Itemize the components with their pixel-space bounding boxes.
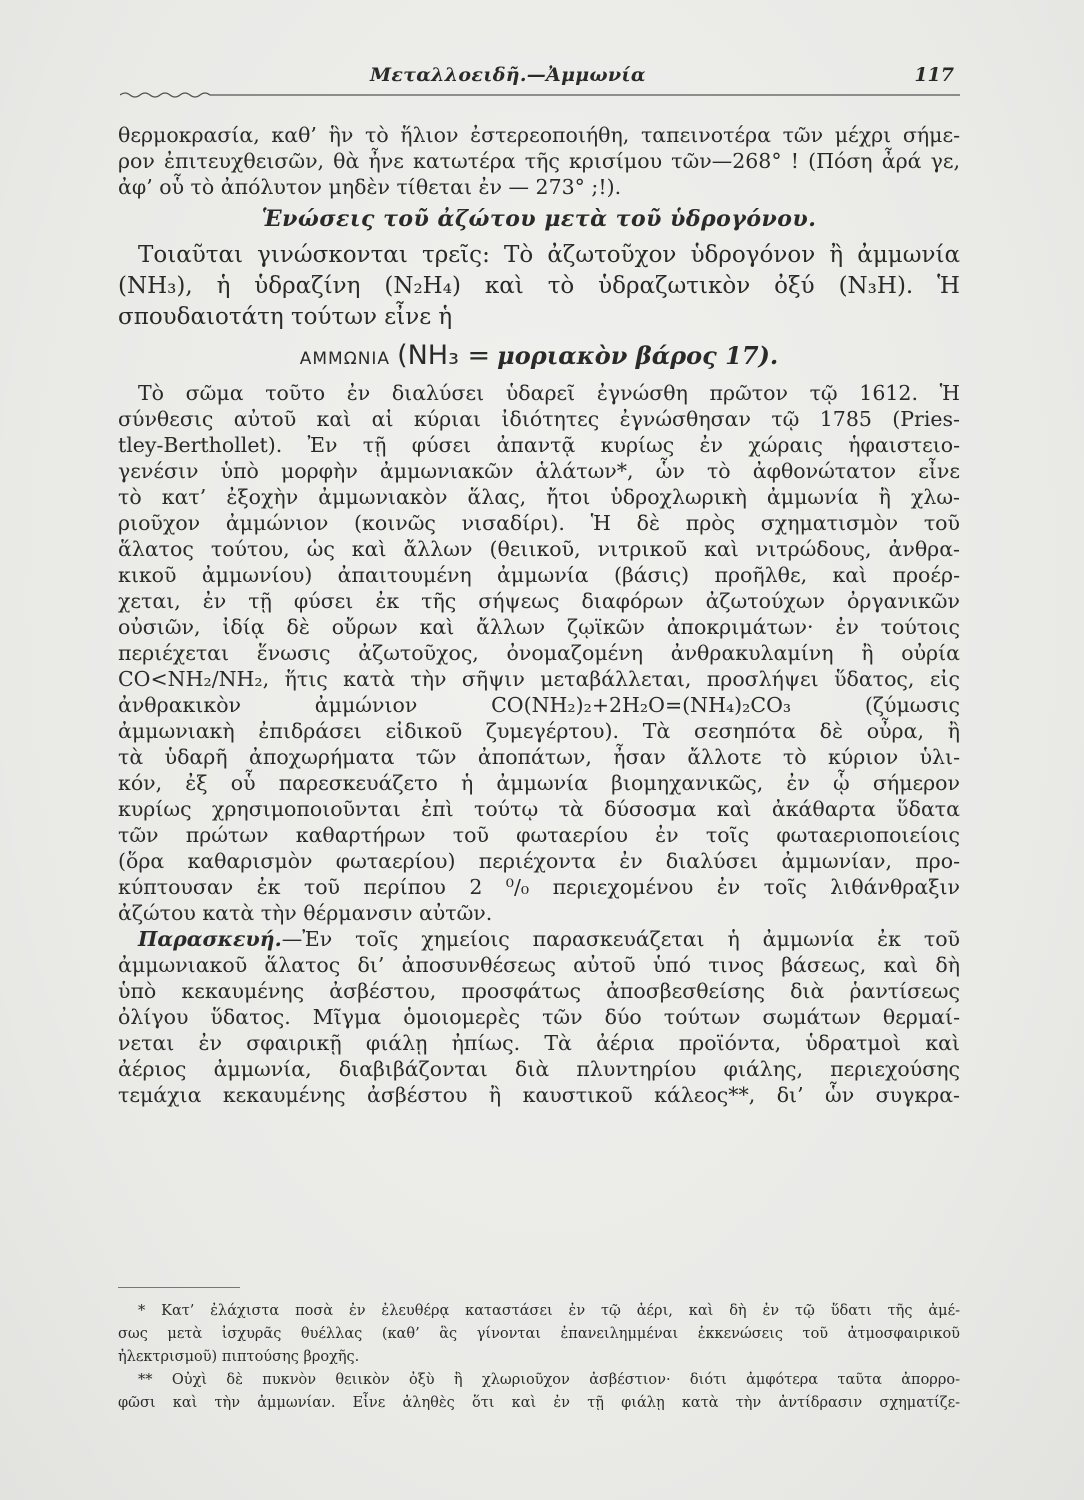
running-title: Μεταλλοειδῆ.—Ἀμμωνία <box>370 64 646 86</box>
section-label-preparation: Παρασκευή. <box>138 927 282 951</box>
text-line: ἅλατος τούτου, ὡς καὶ ἄλλων (θειικοῦ, νιτρικοῦ καὶ νιτρώδους, ἀνθρα- <box>118 537 960 561</box>
ammonia-formula: (NH₃ = <box>397 340 491 371</box>
molecular-weight: μοριακὸν βάρος 17). <box>497 341 779 370</box>
text-line: κικοῦ ἀμμωνίου) ἀπαιτουμένη ἀμμωνία (βάσις) προῆλθε, καὶ προέρ- <box>118 563 960 587</box>
text-line: χεται, ἐν τῇ φύσει ἐκ τῆς σήψεως διαφόρων ἀζωτούχων ὀργανικῶν <box>118 589 960 613</box>
text-line: Τοιαῦται γινώσκονται τρεῖς: Τὸ ἀζωτοῦχον ὑδρογόνον ἢ ἀμμωνία <box>138 242 960 268</box>
text-line: ριοῦχον ἀμμώνιον (κοινῶς νισαδίρι). Ἡ δὲ πρὸς σχηματισμὸν τοῦ <box>118 511 960 535</box>
footnote-rule <box>118 1287 240 1288</box>
text-line: τεμάχια κεκαυμένης ἀσβέστου ἢ καυστικοῦ κάλεος**, δι’ ὧν συγκρα- <box>118 1083 960 1107</box>
text-line: σύνθεσις αὐτοῦ καὶ αἱ κύριαι ἰδιότητες ἐγνώσθησαν τῷ 1785 (Pries- <box>118 407 960 431</box>
footnote-line: σως μετὰ ἰσχυρᾶς θυέλλας (καθ’ ἃς γίνονται ἐπανειλημμέναι ἐκκενώσεις τοῦ ἀτμοσφαιρικοῦ <box>118 1326 960 1342</box>
text-line: τὸ κατ’ ἐξοχὴν ἀμμωνιακὸν ἅλας, ἤτοι ὑδροχλωρικὴ ἀμμωνία ἢ χλω- <box>118 485 960 509</box>
text-line: σπουδαιοτάτη τούτων εἶνε ἡ <box>118 304 453 330</box>
text-line: τῶν πρώτων καθαρτήρων τοῦ φωταερίου ἐν τοῖς φωταεριοποιείοις <box>118 823 960 847</box>
footnote-line: φῶσι καὶ τὴν ἀμμωνίαν. Εἶνε ἀληθὲς ὅτι καὶ ἐν τῇ φιάλῃ κατὰ τὴν ἀντίδρασιν σχηματίζε- <box>118 1395 960 1411</box>
text-line: tley-Berthollet). Ἐν τῇ φύσει ἀπαντᾷ κυρίως ἐν χώραις ἡφαιστειο- <box>118 433 960 457</box>
text-line: ὑπὸ κεκαυμένης ἀσβέστου, προσφάτως ἀποσβεσθείσης διὰ ῥαντίσεως <box>118 979 960 1003</box>
text-line: ρον ἐπιτευχθεισῶν, θὰ ἦνε κατωτέρα τῆς κρισίμου τῶν—268° ! (Πόση ἆρά γε, <box>118 149 960 173</box>
text-line: CO<NH₂/NH₂, ἥτις κατὰ τὴν σῆψιν μεταβάλλεται, προσλήψει ὕδατος, εἰς <box>118 667 960 691</box>
text-fragment: —Ἐν τοῖς χημείοις παρασκευάζεται ἡ ἀμμωνία ἐκ τοῦ <box>281 927 960 951</box>
ammonia-caps: ΑΜΜΩΝΙΑ <box>299 349 391 369</box>
text-line: τὰ ὑδαρῆ ἀποχωρήματα τῶν ἀποπάτων, ἦσαν ἄλλοτε τὸ κύριον ὑλι- <box>118 745 960 769</box>
text-line: ἀνθρακικὸν ἀμμώνιον CO(NH₂)₂+2H₂O=(NH₄)₂CO₃ (ζύμωσις <box>118 693 960 717</box>
text-line: ὀλίγου ὕδατος. Μῖγμα ὁμοιομερὲς τῶν δύο τούτων σωμάτων θερμαί- <box>118 1005 960 1029</box>
text-line: γενέσιν ὑπὸ μορφὴν ἀμμωνιακῶν ἁλάτων*, ὧν τὸ ἀφθονώτατον εἶνε <box>118 459 960 483</box>
text-line: ἀμμωνιακοῦ ἅλατος δι’ ἀποσυνθέσεως αὐτοῦ ὑπό τινος βάσεως, καὶ δὴ <box>118 953 960 977</box>
paragraph-preparation <box>118 926 960 1108</box>
paragraph-temperature <box>118 122 960 200</box>
footnote-line: ἠλεκτρισμοῦ) πιπτούσης βροχῆς. <box>118 1349 360 1365</box>
text-line: κόν, ἐξ οὗ παρεσκευάζετο ἡ ἀμμωνία βιομηχανικῶς, ἐν ᾧ σήμερον <box>118 771 960 795</box>
footnote-line: ** Οὐχὶ δὲ πυκνὸν θειικὸν ὀξὺ ἢ χλωριοῦχον ἀσβέστιον· διότι ἀμφότερα ταῦτα ἀπορρο- <box>138 1372 960 1388</box>
paragraph-ammonia <box>118 380 960 926</box>
text-line: νεται ἐν σφαιρικῇ φιάλῃ ἠπίως. Τὰ ἀέρια προϊόντα, ὑδρατμοὶ καὶ <box>118 1031 960 1055</box>
text-line: περιέχεται ἕνωσις ἀζωτοῦχος, ὀνομαζομένη ἀνθρακυλαμίνη ἢ οὐρία <box>118 641 960 665</box>
wavy-header-rule <box>120 90 960 100</box>
text-line: (NH₃), ἡ ὑδραζίνη (N₂H₄) καὶ τὸ ὑδραζωτικὸν ὀξύ (N₃H). Ἡ <box>118 273 960 299</box>
text-line <box>118 926 960 952</box>
page-number: 117 <box>914 64 954 86</box>
text-line: ἀζώτου κατὰ τὴν θέρμανσιν αὐτῶν. <box>118 901 493 925</box>
text-line: οὐσιῶν, ἰδίᾳ δὲ οὔρων καὶ ἄλλων ζῳϊκῶν ἀποκριμάτων· ἐν τούτοις <box>118 615 960 639</box>
footnote-line: * Κατ’ ἐλάχιστα ποσὰ ἐν ἐλευθέρᾳ καταστάσει ἐν τῷ ἀέρι, καὶ δὴ ἐν τῷ ὕδατι τῆς ἀμέ- <box>138 1303 960 1319</box>
text-line: θερμοκρασία, καθ’ ἣν τὸ ἥλιον ἐστερεοποιήθη, ταπεινοτέρα τῶν μέχρι σήμε- <box>118 123 960 147</box>
text-line: Τὸ σῶμα τοῦτο ἐν διαλύσει ὑδαρεῖ ἐγνώσθη πρῶτον τῷ 1612. Ἡ <box>138 381 960 405</box>
text-line: ἀέριος ἀμμωνία, διαβιβάζονται διὰ πλυντηρίου φιάλης, περιεχούσης <box>118 1057 960 1081</box>
page-body <box>118 122 960 1108</box>
text-line: κύπτουσαν ἐκ τοῦ περίπου 2 ⁰/₀ περιεχομένου ἐν τοῖς λιθάνθραξιν <box>118 875 960 899</box>
footnotes <box>118 1300 960 1415</box>
text-line: κυρίως χρησιμοποιοῦνται ἐπὶ τούτῳ τὰ δύσοσμα καὶ ἀκάθαρτα ὕδατα <box>118 797 960 821</box>
text-line: ἀμμωνιακὴ ἐπιδράσει εἰδικοῦ ζυμεγέρτου). Τὰ σεσηπότα δὲ οὖρα, ἢ <box>118 719 960 743</box>
page-header <box>120 62 960 96</box>
text-line: (ὅρα καθαρισμὸν φωταερίου) περιέχοντα ἐν διαλύσει ἀμμωνίαν, προ- <box>118 849 960 873</box>
ammonia-heading <box>118 340 960 372</box>
text-line: ἀφ’ οὗ τὸ ἀπόλυτον μηδὲν τίθεται ἐν — 273° ;!). <box>118 175 622 199</box>
paragraph-compounds <box>118 240 960 333</box>
section-heading: Ἑνώσεις τοῦ ἀζώτου μετὰ τοῦ ὑδρογόνου. <box>261 206 817 232</box>
